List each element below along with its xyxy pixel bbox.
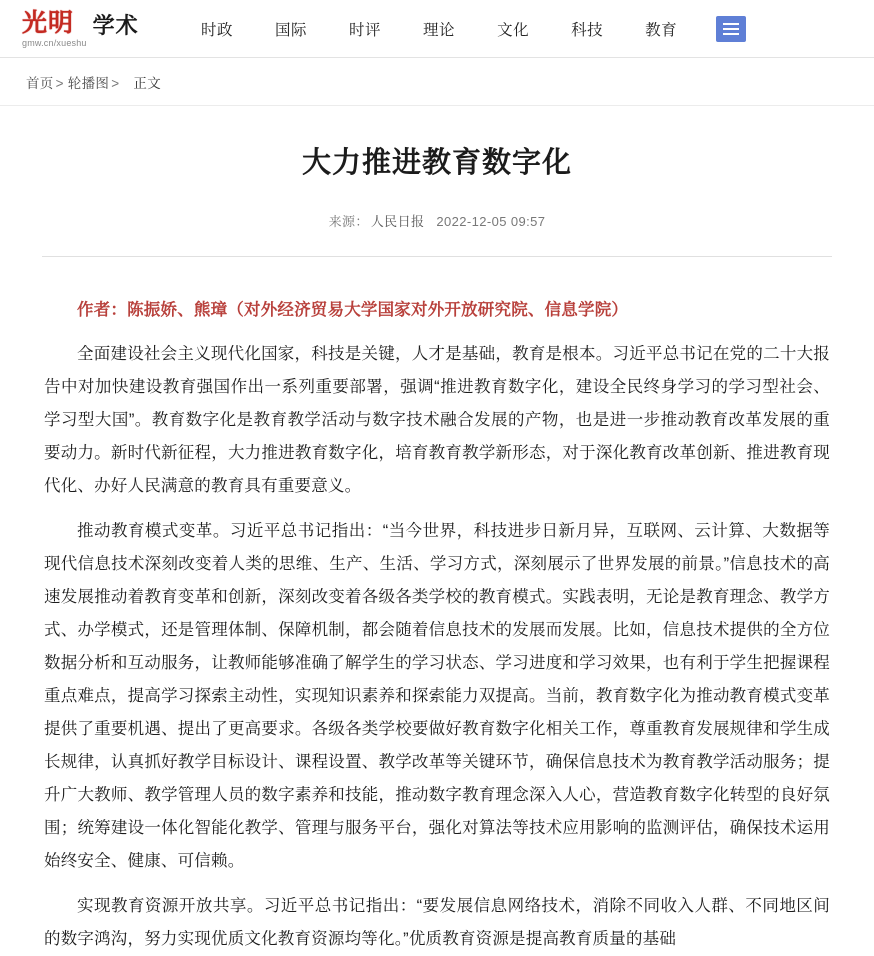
logo-wordmark: 光明 xyxy=(22,7,75,37)
breadcrumb-sep-2: > xyxy=(111,76,120,91)
nav-item-guoji[interactable]: 国际 xyxy=(275,21,308,39)
site-header xyxy=(0,0,874,58)
article-container xyxy=(0,140,874,956)
breadcrumb-sep-1: > xyxy=(55,76,64,91)
source-label: 来源： xyxy=(328,214,369,229)
meta-divider xyxy=(42,256,832,257)
breadcrumb-section[interactable]: 轮播图 xyxy=(67,76,110,91)
nav-item-keji[interactable]: 科技 xyxy=(571,21,604,39)
nav-item-jiaoyu[interactable]: 教育 xyxy=(645,21,678,39)
main-nav xyxy=(180,16,746,42)
source-name: 人民日报 xyxy=(370,214,425,229)
nav-item-wenhua[interactable]: 文化 xyxy=(497,21,530,39)
site-logo[interactable] xyxy=(22,6,150,52)
article-paragraph-3: 实现教育资源开放共享。习近平总书记指出：“要发展信息网络技术，消除不同收入人群、不同地区间的数字鸿沟，努力实现优质文化教育资源均等化。”优质教育资源是提高教育质量的基础 xyxy=(44,897,830,949)
menu-bar-3 xyxy=(723,33,739,35)
article-author: 作者：陈振娇、熊璋（对外经济贸易大学国家对外开放研究院、信息学院） xyxy=(77,301,629,319)
page-title: 大力推进教育数字化 xyxy=(301,147,572,179)
nav-item-shiping[interactable]: 时评 xyxy=(349,21,382,39)
hamburger-menu-icon[interactable] xyxy=(716,16,746,42)
menu-bar-1 xyxy=(723,23,739,25)
logo-url: gmw.cn/xueshu xyxy=(22,37,87,48)
article-paragraph-2: 推动教育模式变革。习近平总书记指出：“当今世界，科技进步日新月异，互联网、云计算、大数据等现代信息技术深刻改变着人类的思维、生产、生活、学习方式，深刻展示了世界发展的前景。”信息技术的高速发展推动着教育变革和创新，深刻改变着各级各类学校的教育模式。实践表明，无论是教育理念、教学方式、办学模式，还是管理体制、保障机制，都会随着信息技术的发展而发展。比如，信息技术提供的全方位数据分析和互动服务，让教师能够准确了解学生的学习状态、学习进度和学习效果，也有利于学生把握课程重点难点，提高学习探索主动性，实现知识素养和探索能力双提高。当前，教育数字化为推动教育模式变革提供了重要机遇、提出了更高要求。各级各类学校要做好教育数字化相关工作，尊重教育发展规律和学生成长规律，认真抓好教学目标设计、课程设置、教学改革等关键环节，确保信息技术为教育教学活动服务；提升广大教师、教学管理人员的数字素养和技能，推动数字教育理念深入人心，营造教育数字化转型的良好氛围；统筹建设一体化智能化教学、管理与服务平台，强化对算法等技术应用影响的监测评估，确保技术运用始终安全、健康、可信赖。 xyxy=(44,522,830,871)
logo-left xyxy=(22,7,87,48)
menu-bar-2 xyxy=(723,28,739,30)
article-paragraph-1: 全面建设社会主义现代化国家，科技是关键，人才是基础，教育是根本。习近平总书记在党的二十大报告中对加快建设教育强国作出一系列重要部署，强调“推进教育数字化，建设全民终身学习的学习型社会、学习型大国”。教育数字化是教育教学活动与数字技术融合发展的产物，也是进一步推动教育改革发展的重要动力。新时代新征程，大力推进教育数字化，培育教育教学新形态，对于深化教育改革创新、推进教育现代化、办好人民满意的教育具有重要意义。 xyxy=(44,345,830,496)
breadcrumb xyxy=(0,58,874,106)
article-meta xyxy=(42,211,832,230)
nav-item-shizheng[interactable]: 时政 xyxy=(201,21,234,39)
breadcrumb-home[interactable]: 首页 xyxy=(26,76,54,91)
breadcrumb-current: 正文 xyxy=(133,76,161,91)
nav-item-lilun[interactable]: 理论 xyxy=(423,21,456,39)
logo-suffix: 学术 xyxy=(92,13,139,38)
publish-date: 2022-12-05 09:57 xyxy=(436,214,546,229)
article-body xyxy=(42,295,832,956)
